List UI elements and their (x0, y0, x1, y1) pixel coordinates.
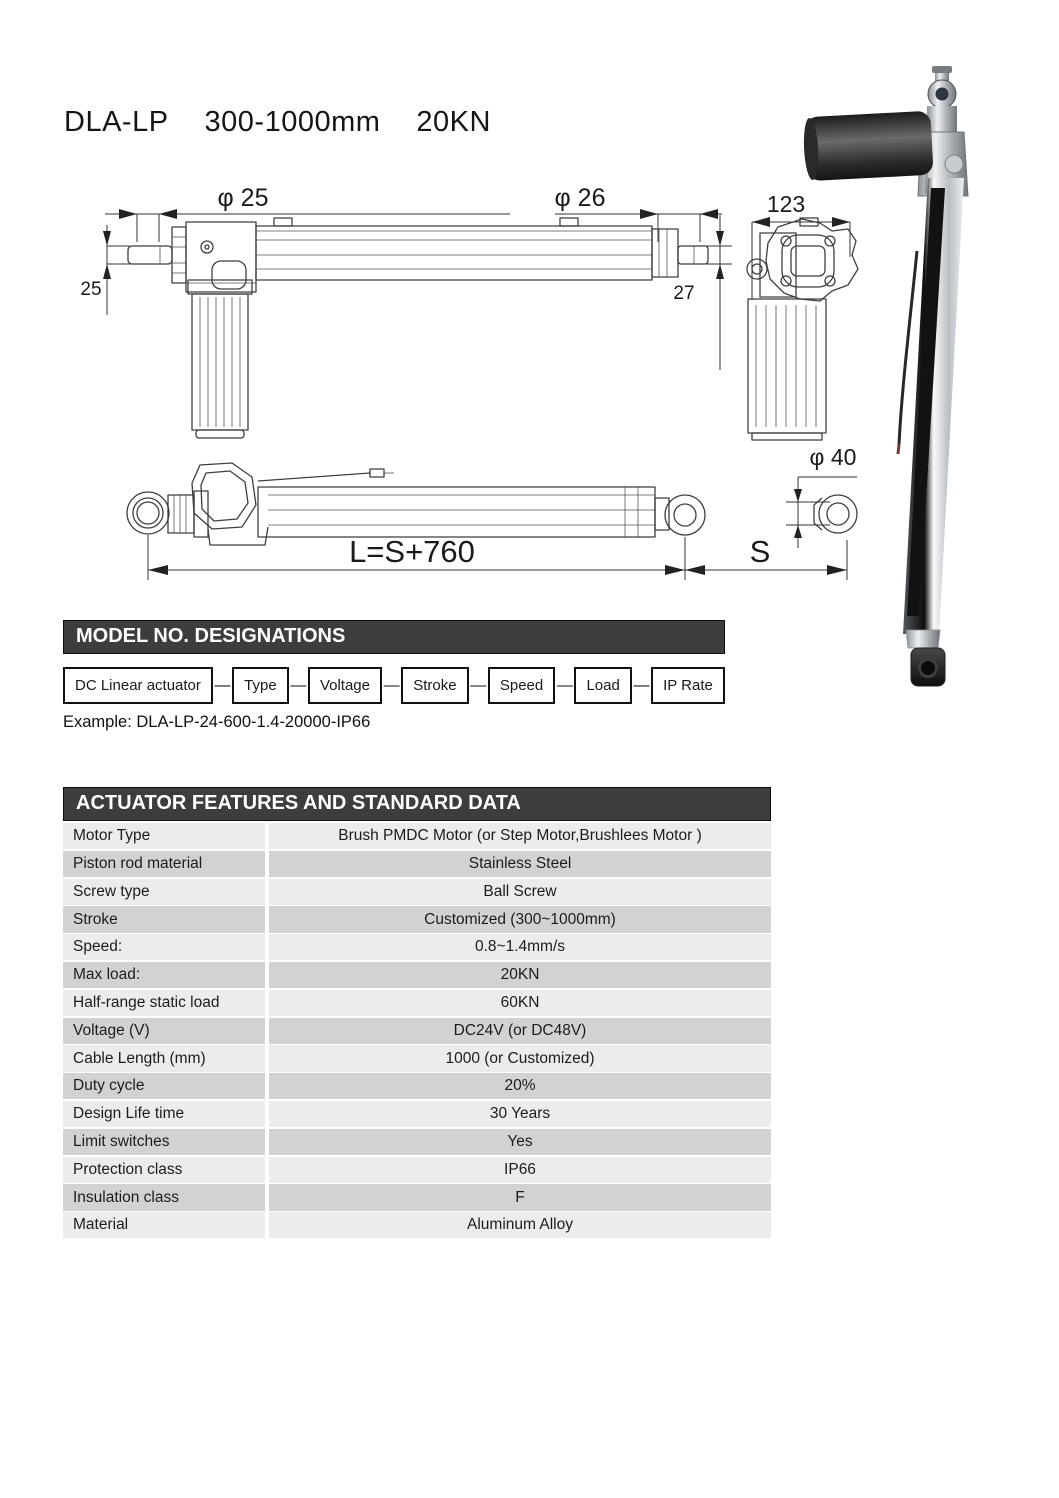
title-stroke-range: 300-1000mm (204, 106, 381, 138)
table-row (63, 934, 771, 960)
spec-label: Speed: (63, 934, 265, 960)
designation-separator: — (556, 676, 573, 694)
drawing-extended-view (80, 184, 732, 438)
spec-label: Duty cycle (63, 1073, 265, 1099)
table-row (63, 906, 771, 932)
designation-box-stroke: Stroke (401, 667, 468, 704)
designation-box-speed: Speed (488, 667, 555, 704)
table-row (63, 1157, 771, 1183)
designation-separator: — (633, 676, 650, 694)
features-header: ACTUATOR FEATURES AND STANDARD DATA (63, 787, 771, 821)
table-row (63, 1212, 771, 1238)
table-row (63, 1184, 771, 1210)
spec-value: 1000 (or Customized) (269, 1045, 771, 1071)
photo-cable (899, 251, 917, 444)
spec-label: Cable Length (mm) (63, 1045, 265, 1071)
spec-label: Voltage (V) (63, 1018, 265, 1044)
designation-box-ip-rate: IP Rate (651, 667, 725, 704)
features-section (63, 787, 771, 1238)
title-model: DLA-LP (64, 106, 169, 138)
spec-value: IP66 (269, 1157, 771, 1183)
table-row (63, 990, 771, 1016)
dim-label-front-height: 27 (673, 283, 695, 304)
model-example: Example: DLA-LP-24-600-1.4-20000-IP66 (63, 713, 371, 731)
spec-value: 0.8~1.4mm/s (269, 934, 771, 960)
dim-label-total-length: L=S+760 (349, 534, 475, 569)
designation-box-actuator: DC Linear actuator (63, 667, 213, 704)
table-row (63, 823, 771, 849)
designation-separator: — (290, 676, 307, 694)
designation-box-voltage: Voltage (308, 667, 382, 704)
table-row (63, 1018, 771, 1044)
table-row (63, 1073, 771, 1099)
designation-box-type: Type (232, 667, 289, 704)
spec-value: Ball Screw (269, 879, 771, 905)
spec-value: DC24V (or DC48V) (269, 1018, 771, 1044)
drawing-retracted-view (127, 444, 857, 580)
table-row (63, 962, 771, 988)
spec-value: Customized (300~1000mm) (269, 906, 771, 932)
spec-value: 20% (269, 1073, 771, 1099)
designation-box-load: Load (574, 667, 631, 704)
table-row (63, 1129, 771, 1155)
spec-label: Stroke (63, 906, 265, 932)
spec-value: Stainless Steel (269, 851, 771, 877)
dim-label-rear-height: 25 (80, 279, 102, 300)
spec-label: Motor Type (63, 823, 265, 849)
spec-value: 20KN (269, 962, 771, 988)
spec-value: Brush PMDC Motor (or Step Motor,Brushlees Motor ) (269, 823, 771, 849)
spec-label: Insulation class (63, 1184, 265, 1210)
spec-label: Material (63, 1212, 265, 1238)
dim-label-rear-rod-diameter: φ 25 (217, 184, 269, 212)
product-photo (778, 56, 1026, 706)
photo-actuator (802, 66, 968, 686)
spec-label: Protection class (63, 1157, 265, 1183)
spec-label: Piston rod material (63, 851, 265, 877)
spec-label: Limit switches (63, 1129, 265, 1155)
title-load: 20KN (416, 106, 491, 138)
model-designations-section (63, 620, 725, 732)
designation-separator: — (470, 676, 487, 694)
dim-label-front-rod-diameter: φ 26 (554, 184, 606, 212)
spec-value: 30 Years (269, 1101, 771, 1127)
table-row (63, 1101, 771, 1127)
designation-boxes-row (63, 667, 725, 704)
table-row (63, 851, 771, 877)
spec-label: Max load: (63, 962, 265, 988)
spec-label: Design Life time (63, 1101, 265, 1127)
model-designations-header: MODEL NO. DESIGNATIONS (63, 620, 725, 654)
spec-label: Screw type (63, 879, 265, 905)
designation-separator: — (383, 676, 400, 694)
spec-value: Yes (269, 1129, 771, 1155)
spec-value: F (269, 1184, 771, 1210)
spec-value: 60KN (269, 990, 771, 1016)
table-row (63, 1045, 771, 1071)
spec-value: Aluminum Alloy (269, 1212, 771, 1238)
spec-table (63, 823, 771, 1238)
table-row (63, 879, 771, 905)
spec-label: Half-range static load (63, 990, 265, 1016)
designation-separator: — (214, 676, 231, 694)
dim-label-end-width: 123 (766, 191, 806, 217)
dim-label-stroke: S (749, 534, 771, 569)
dim-label-eye-diameter: φ 40 (809, 444, 857, 470)
photo-motor (804, 111, 933, 182)
